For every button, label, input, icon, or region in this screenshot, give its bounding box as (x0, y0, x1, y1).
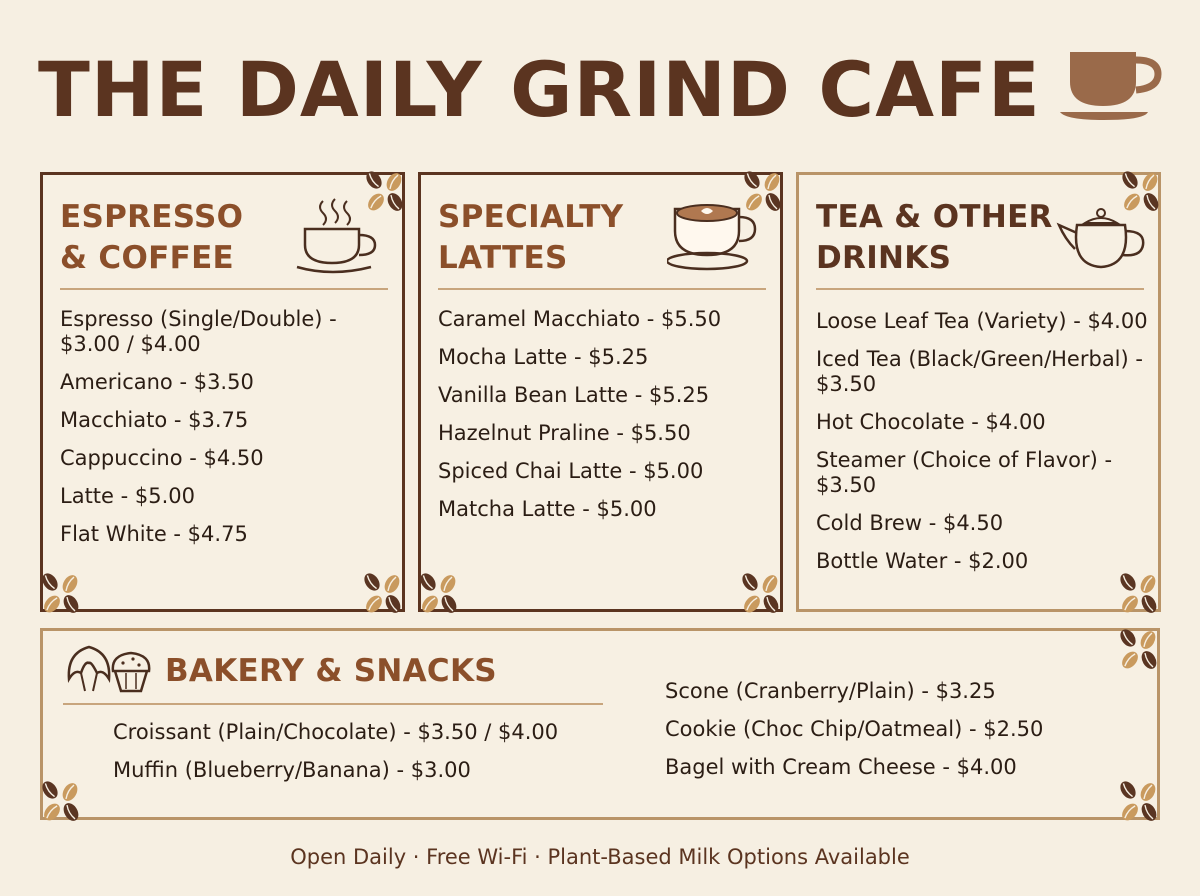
menu-item: Hazelnut Praline - $5.50 (438, 421, 691, 445)
menu-item: Mocha Latte - $5.25 (438, 345, 649, 369)
coffee-bean-icon (739, 570, 761, 593)
footer-note: Open Daily · Free Wi-Fi · Plant-Based Milk Options Available (290, 845, 910, 869)
coffee-bean-cluster (740, 168, 786, 214)
coffee-bean-icon (39, 570, 61, 593)
tea-drinks-panel (796, 172, 1161, 612)
page-title: THE DAILY GRIND CAFE (38, 45, 1041, 134)
menu-item: Cookie (Choc Chip/Oatmeal) - $2.50 (665, 717, 1044, 741)
lattes-heading: SPECIALTY LATTES (438, 199, 624, 276)
coffee-bean-icon (1139, 593, 1160, 616)
coffee-bean-icon (760, 573, 781, 596)
coffee-bean-icon (382, 573, 403, 596)
menu-item: Spiced Chai Latte - $5.00 (438, 459, 704, 483)
coffee-bean-icon (439, 593, 460, 616)
tea-item-list (816, 309, 1156, 587)
menu-item: Scone (Cranberry/Plain) - $3.25 (665, 679, 996, 703)
coffee-bean-icon (61, 801, 82, 824)
section-divider (60, 288, 388, 290)
coffee-bean-icon (385, 191, 406, 214)
coffee-bean-icon (1119, 649, 1141, 672)
menu-item: Bagel with Cream Cheese - $4.00 (665, 755, 1017, 779)
coffee-bean-icon (1119, 168, 1141, 191)
coffee-bean-icon (1119, 801, 1141, 824)
coffee-bean-icon (1117, 570, 1139, 593)
coffee-bean-icon (60, 781, 81, 804)
coffee-bean-icon (417, 570, 439, 593)
menu-item: Hot Chocolate - $4.00 (816, 410, 1046, 434)
menu-item: Americano - $3.50 (60, 370, 254, 394)
muffin-icon (109, 649, 153, 695)
coffee-bean-icon (1140, 171, 1161, 194)
coffee-bean-cluster (38, 570, 84, 616)
menu-item: Iced Tea (Black/Green/Herbal) - $3.50 (816, 347, 1143, 396)
menu-item: Cappuccino - $4.50 (60, 446, 264, 470)
menu-item: Cold Brew - $4.50 (816, 511, 1004, 535)
coffee-bean-icon (61, 593, 82, 616)
menu-item: Loose Leaf Tea (Variety) - $4.00 (816, 309, 1148, 333)
coffee-cup-saucer-icon (1058, 48, 1168, 128)
coffee-bean-cluster (362, 168, 408, 214)
coffee-bean-cluster (1116, 570, 1162, 616)
coffee-bean-icon (361, 570, 383, 593)
bakery-right-list (665, 679, 1105, 793)
teapot-icon (1055, 205, 1147, 277)
coffee-bean-icon (1141, 191, 1162, 214)
coffee-bean-icon (1138, 781, 1159, 804)
coffee-bean-icon (438, 573, 459, 596)
coffee-bean-cluster (416, 570, 462, 616)
coffee-bean-icon (383, 593, 404, 616)
section-divider (816, 288, 1144, 290)
croissant-icon (63, 639, 115, 697)
menu-item: Matcha Latte - $5.00 (438, 497, 657, 521)
coffee-bean-icon (365, 191, 387, 214)
coffee-bean-icon (39, 778, 61, 801)
coffee-bean-icon (1121, 191, 1143, 214)
coffee-bean-icon (363, 593, 385, 616)
coffee-bean-cluster (360, 570, 406, 616)
menu-item: Muffin (Blueberry/Banana) - $3.00 (113, 758, 471, 782)
menu-item: Espresso (Single/Double) - $3.00 / $4.00 (60, 307, 337, 356)
coffee-bean-icon (363, 168, 385, 191)
coffee-bean-icon (1119, 593, 1141, 616)
menu-item: Steamer (Choice of Flavor) - $3.50 (816, 448, 1113, 497)
coffee-bean-icon (41, 801, 63, 824)
coffee-bean-cluster (738, 570, 784, 616)
bakery-left-list (113, 720, 633, 796)
espresso-item-list (60, 307, 380, 560)
coffee-bean-icon (1138, 573, 1159, 596)
coffee-bean-icon (419, 593, 441, 616)
menu-item: Vanilla Bean Latte - $5.25 (438, 383, 710, 407)
bakery-heading: BAKERY & SNACKS (165, 653, 497, 689)
specialty-lattes-panel (418, 172, 783, 612)
espresso-heading: ESPRESSO & COFFEE (60, 199, 244, 276)
coffee-bean-icon (41, 593, 63, 616)
coffee-bean-icon (1139, 801, 1160, 824)
coffee-bean-icon (1117, 778, 1139, 801)
coffee-bean-icon (743, 191, 765, 214)
menu-item: Macchiato - $3.75 (60, 408, 249, 432)
menu-item: Latte - $5.00 (60, 484, 196, 508)
menu-item: Bottle Water - $2.00 (816, 549, 1029, 573)
section-divider (438, 288, 766, 290)
coffee-bean-icon (763, 191, 784, 214)
coffee-bean-cluster (1116, 626, 1162, 672)
coffee-bean-icon (762, 171, 783, 194)
menu-item: Flat White - $4.75 (60, 522, 248, 546)
espresso-coffee-panel (40, 172, 405, 612)
coffee-bean-icon (1139, 649, 1160, 672)
coffee-bean-icon (1138, 629, 1159, 652)
coffee-bean-cluster (38, 778, 84, 824)
coffee-bean-cluster (1116, 778, 1162, 824)
coffee-bean-icon (1117, 626, 1139, 649)
tea-heading: TEA & OTHER DRINKS (816, 199, 1053, 276)
bakery-snacks-panel (40, 628, 1160, 820)
coffee-bean-cluster (1118, 168, 1164, 214)
coffee-bean-icon (741, 593, 763, 616)
coffee-bean-icon (60, 573, 81, 596)
coffee-bean-icon (384, 171, 405, 194)
coffee-bean-icon (761, 593, 782, 616)
menu-item: Caramel Macchiato - $5.50 (438, 307, 722, 331)
lattes-item-list (438, 307, 768, 535)
coffee-bean-icon (741, 168, 763, 191)
menu-item: Croissant (Plain/Chocolate) - $3.50 / $4.00 (113, 720, 559, 744)
section-divider (63, 703, 603, 705)
